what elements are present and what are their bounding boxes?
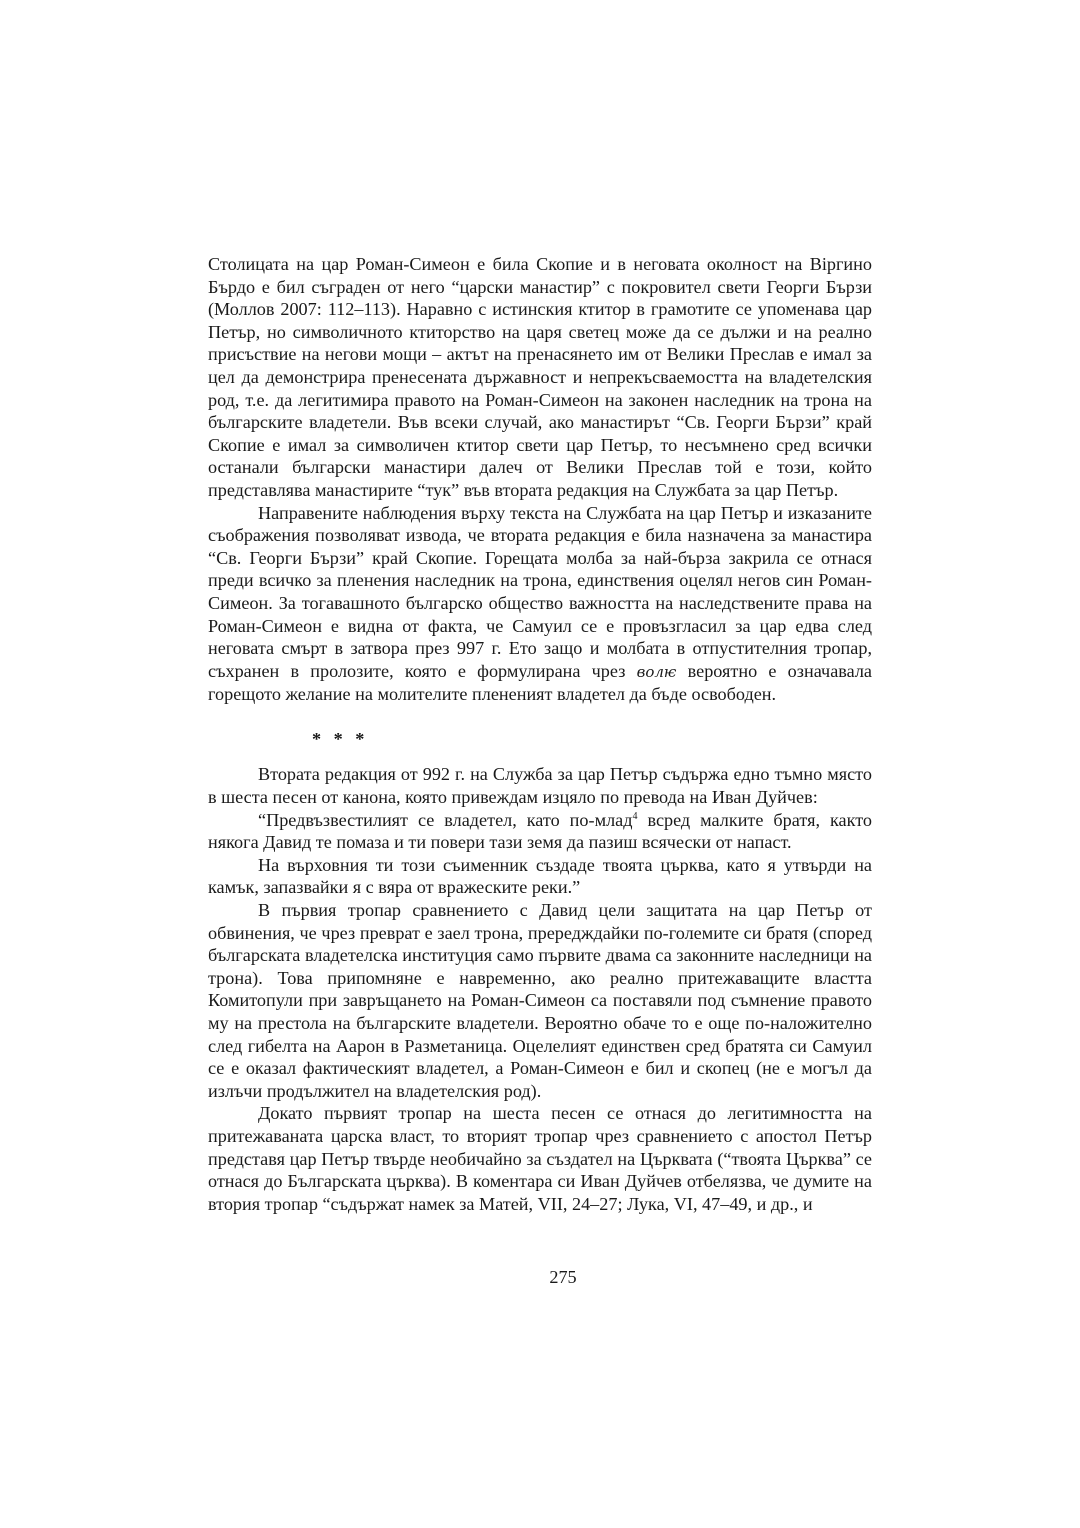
paragraph-3: Втората редакция от 992 г. на Служба за цар Петър съдържа едно тъмно място в шеста песен от канона, която привеждам изцяло по превода на Иван Дуйчев: xyxy=(208,764,872,808)
quote-1-text-b: всред малките братя, както някога Давид те помаза и ти повери тази земя да пазиш всячески от напаст. xyxy=(208,809,872,853)
paragraph-2-text-b: вероятно е означавала горещото желание на молителите пленeният владетел да бъде освободен. xyxy=(208,660,872,705)
page-number: 275 xyxy=(549,1267,577,1287)
paragraph-2-slavonic-word: волѥ xyxy=(636,662,677,681)
quote-1-text-a: “Предвъзвестилият се владетел, като по-млад xyxy=(258,809,633,830)
paragraph-2-text-a: Направените наблюдения върху текста на Службата на цар Петър и изказаните съображения позволяват извода, че втората редакция е била назначена за манастира “Св. Георги Бързи” край Скопие. Горещата молба за най-бърза закрила се отнася преди всичко за пленения наследник на трона, единствения оцелял негов син Роман-Симеон. За тогавашното българско общество важността на наследствените права на Роман-Симеон е видна от факта, че Самуил се е провъзгласил за цар едва след неговата смърт в затвора през 997 г. Ето защо и молбата в отпустителния тропар, съхранен в пролозите, която е формулирана чрез xyxy=(208,502,872,681)
spacer xyxy=(208,706,872,728)
spacer xyxy=(208,750,872,763)
footnote-marker[interactable]: 4 xyxy=(632,810,638,822)
quote-1 xyxy=(208,809,872,854)
paragraph-4: В първия тропар сравнението с Давид цели защитата на цар Петър от обвинения, че чрез преврат е заел трона, прередждайки по-големите си братя (според българската владетелска институция само първите двама са законните наследници на трона). Това припомняне е навременно, ако реално притежаващите властта Комитопули при завръщането на Роман-Симеон са поставяли под съмнение правото му на престола на българските владетели. Вероятно обаче то е още по-наложително след гибелта на Аарон в Разметаница. Оцелелият единствен сред братята си Самуил се е оказал фактическият владетел, а Роман-Симеон е бил и скопец (не е могъл да излъчи продължител на владетелския род). xyxy=(208,900,872,1101)
paragraph-1: Столицата на цар Роман-Симеон е била Скопие и в неговата околност на Віргино Бърдо е бил съграден от него “царски манастир” с покровител свети Георги Бързи (Моллов 2007: 112–113). Наравно с истинския ктитор в грамотите се упоменава цар Петър, но символичното ктиторство на царя светец може да се дължи и на реално присъствие на негови мощи – актът на пренасянето им от Велики Преслав е имал за цел да демонстрира пренесената държавност и непрекъсваемостта на владетелския род, т.е. да легитимира правото на Роман-Симеон на законен наследник на трона на българските владетели. Във всеки случай, ако манастирът “Св. Георги Бързи” край Скопие е имал за символичен ктитор свети цар Петър, то несъмнено сред всички останали български манастири далеч от Велики Преслав той е този, който представлява манастирите “тук” във втората редакция на Службата за цар Петър. xyxy=(208,254,872,500)
paragraph-2 xyxy=(208,502,872,706)
paragraph-5: Докато първият тропар на шеста песен се отнася до легитимността на притежаваната царска власт, то вторият тропар чрез сравнението с апостол Петър представя цар Петър твърде необичайно за създател на Църквата (“твоята Църква” се отнася до Българската църква). В коментара си Иван Дуйчев отбелязва, че думите на втория тропар “съдържат намек за Матей, VII, 24–27; Лука, VI, 47–49, и др., и xyxy=(208,1103,872,1214)
quote-2: На върховния ти този съименник създаде твоята църква, като я утвърди на камък, запазвайки я с вяра от вражеските реки.” xyxy=(208,854,872,898)
page-body xyxy=(208,253,872,1215)
section-separator: * * * xyxy=(312,728,369,749)
